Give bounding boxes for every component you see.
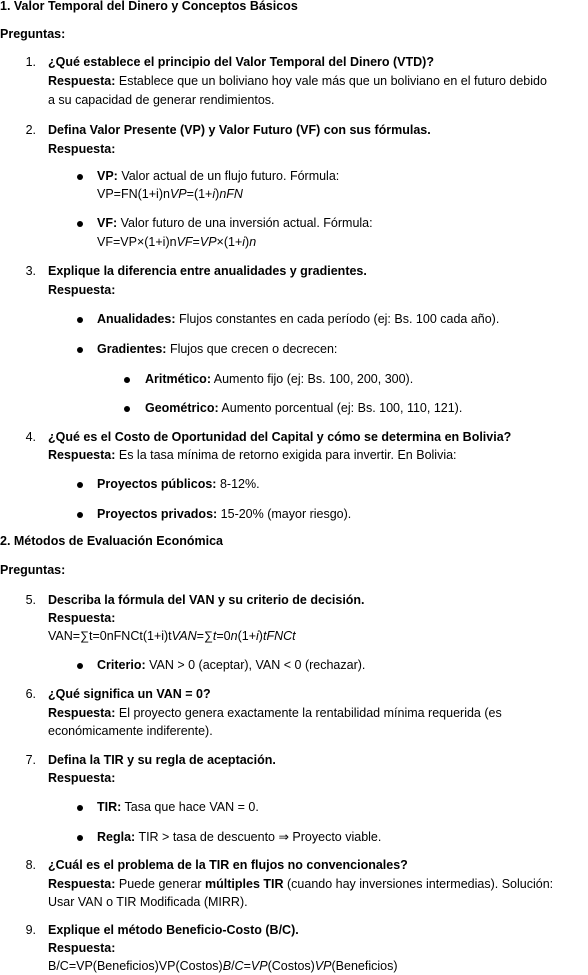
answer-text: a su capacidad de generar rendimientos.: [48, 93, 275, 107]
question-number: 1.: [25, 55, 36, 69]
list-item: [97, 310, 499, 328]
item-label: Geométrico:: [145, 401, 219, 415]
item-label: VP:: [97, 169, 118, 183]
answer-text: Usar VAN o TIR Modificada (MIRR).: [48, 895, 248, 909]
preguntas-label-2: Preguntas:: [0, 563, 66, 577]
answer-line: [48, 875, 553, 893]
item-text: 8-12%.: [216, 477, 260, 491]
item-label: TIR:: [97, 800, 122, 814]
item-text: Valor actual de un flujo futuro. Fórmula:: [117, 169, 340, 183]
question-number: 8.: [25, 858, 36, 872]
answer-label: Respuesta:: [48, 771, 116, 785]
item-text: Aumento porcentual (ej: Bs. 100, 110, 121).: [218, 401, 463, 415]
list-item: [97, 798, 259, 816]
question-number: 7.: [25, 753, 36, 767]
bullet-icon: [77, 835, 83, 841]
bullet-icon: [77, 347, 83, 353]
question-text: Explique el método Beneficio-Costo (B/C).: [48, 923, 299, 937]
answer-line: [48, 72, 547, 90]
answer-label: Respuesta:: [48, 706, 116, 720]
item-label: VF:: [97, 216, 118, 230]
answer-text: El proyecto genera exactamente la rentabilidad mínima requerida (es: [115, 706, 502, 720]
preguntas-label-1: Preguntas:: [0, 27, 66, 41]
item-text: TIR > tasa de descuento ⇒ Proyecto viable.: [135, 830, 382, 844]
answer-label: Respuesta:: [48, 877, 116, 891]
answer-text: Establece que un boliviano hoy vale más que un boliviano en el futuro debido: [115, 74, 547, 88]
question-number: 4.: [25, 430, 36, 444]
item-text: 15-20% (mayor riesgo).: [217, 507, 352, 521]
answer-line: [48, 704, 502, 722]
list-item: [97, 167, 339, 185]
formula-vp: VP=FN(1+i)nVP=(1+i)nFN: [97, 187, 243, 201]
bullet-icon: [77, 174, 83, 180]
bullet-icon: [77, 512, 83, 518]
question-text: Defina la TIR y su regla de aceptación.: [48, 753, 276, 767]
question-text: ¿Qué es el Costo de Oportunidad del Capital y cómo se determina en Bolivia?: [48, 430, 512, 444]
section-title-1: 1. Valor Temporal del Dinero y Conceptos Básicos: [0, 0, 298, 13]
question-number: 2.: [25, 123, 36, 137]
question-text: ¿Qué establece el principio del Valor Temporal del Dinero (VTD)?: [48, 55, 434, 69]
item-text: Valor futuro de una inversión actual. Fórmula:: [117, 216, 373, 230]
item-text: Flujos que crecen o decrecen:: [166, 342, 338, 356]
question-number: 5.: [25, 593, 36, 607]
item-text: Flujos constantes en cada período (ej: Bs. 100 cada año).: [175, 312, 500, 326]
answer-text: Es la tasa mínima de retorno exigida para invertir. En Bolivia:: [115, 448, 457, 462]
item-label: Proyectos privados:: [97, 507, 218, 521]
answer-label: Respuesta:: [48, 283, 116, 297]
answer-label: Respuesta:: [48, 142, 116, 156]
question-number: 9.: [25, 923, 36, 937]
question-text: ¿Qué significa un VAN = 0?: [48, 687, 211, 701]
list-item: [97, 505, 351, 523]
list-item: [145, 399, 462, 417]
list-item: [97, 214, 373, 232]
item-label: Proyectos públicos:: [97, 477, 217, 491]
list-item: [145, 370, 413, 388]
list-item: [97, 656, 365, 674]
item-label: Regla:: [97, 830, 136, 844]
bullet-icon: [77, 805, 83, 811]
item-label: Gradientes:: [97, 342, 167, 356]
item-text: Aumento fijo (ej: Bs. 100, 200, 300).: [210, 372, 414, 386]
bullet-icon: [124, 377, 130, 383]
answer-emphasis: múltiples TIR: [205, 877, 284, 891]
item-text: Tasa que hace VAN = 0.: [121, 800, 259, 814]
answer-text: económicamente indiferente).: [48, 724, 213, 738]
bullet-icon: [124, 406, 130, 412]
question-number: 3.: [25, 264, 36, 278]
bullet-icon: [77, 663, 83, 669]
item-text: VAN > 0 (aceptar), VAN < 0 (rechazar).: [145, 658, 366, 672]
question-text: Defina Valor Presente (VP) y Valor Futuro (VF) con sus fórmulas.: [48, 123, 431, 137]
bullet-icon: [77, 482, 83, 488]
bullet-icon: [77, 221, 83, 227]
list-item: [97, 475, 260, 493]
question-text: Describa la fórmula del VAN y su criterio de decisión.: [48, 593, 365, 607]
question-text: ¿Cuál es el problema de la TIR en flujos no convencionales?: [48, 858, 408, 872]
item-label: Aritmético:: [145, 372, 211, 386]
answer-label: Respuesta:: [48, 611, 116, 625]
list-item: [97, 340, 337, 358]
item-label: Criterio:: [97, 658, 146, 672]
question-text: Explique la diferencia entre anualidades y gradientes.: [48, 264, 367, 278]
answer-text: Puede generar: [115, 877, 206, 891]
answer-text: (cuando hay inversiones intermedias). Solución:: [283, 877, 554, 891]
formula-vf: VF=VP×(1+i)nVF=VP×(1+i)n: [97, 235, 257, 249]
bullet-icon: [77, 317, 83, 323]
formula-bc: B/C=VP(Beneficios)VP(Costos)B/C=VP(Costos)VP(Beneficios): [48, 959, 398, 973]
formula-van: VAN=∑t=0nFNCt(1+i)tVAN=∑t=0n(1+i)tFNCt: [48, 629, 296, 643]
section-title-2: 2. Métodos de Evaluación Económica: [0, 534, 223, 548]
answer-label: Respuesta:: [48, 941, 116, 955]
answer-line: [48, 446, 457, 464]
answer-label: Respuesta:: [48, 448, 116, 462]
answer-label: Respuesta:: [48, 74, 116, 88]
list-item: [97, 828, 381, 846]
item-label: Anualidades:: [97, 312, 176, 326]
question-number: 6.: [25, 687, 36, 701]
